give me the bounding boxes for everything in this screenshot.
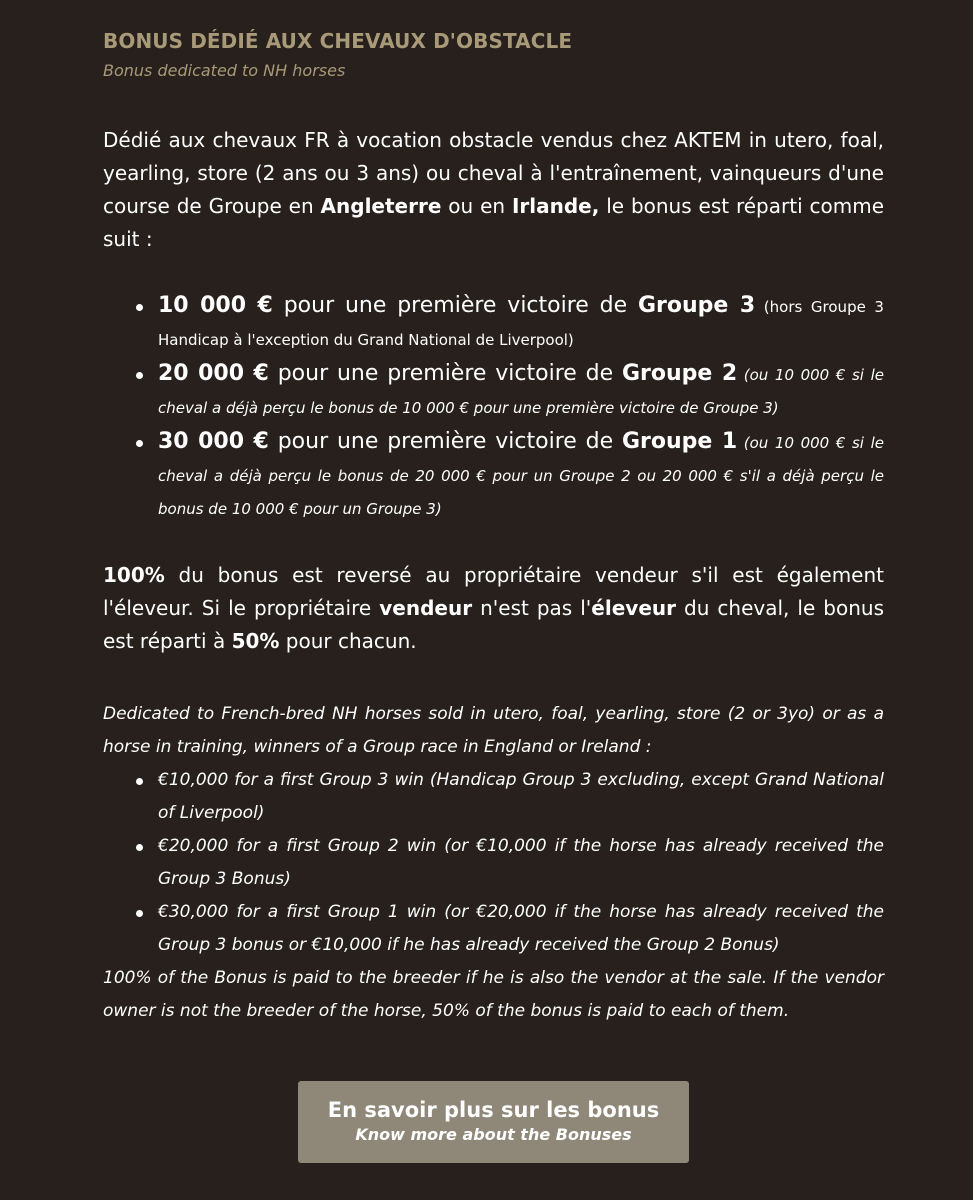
- intro-bold-england: Angleterre: [320, 194, 442, 218]
- list-item: [103, 289, 884, 357]
- bonus-group: Groupe 2: [621, 361, 738, 386]
- distribution-bold-100: 100%: [103, 563, 165, 587]
- bonus-text: pour une première victoire de: [272, 293, 638, 318]
- bonus-list-fr: [103, 289, 884, 526]
- list-item: €10,000 for a first Group 3 win (Handicap Group 3 excluding, except Grand National of Liverpool): [103, 764, 884, 830]
- intro-paragraph-fr: [103, 124, 884, 256]
- distribution-bold-vendeur: vendeur: [379, 596, 473, 620]
- section-title: BONUS DÉDIÉ AUX CHEVAUX D'OBSTACLE: [103, 29, 573, 53]
- know-more-label-en: Know more about the Bonuses: [355, 1125, 632, 1144]
- list-item: €30,000 for a first Group 1 win (or €20,000 if the horse has already received the Group 3 bonus or €10,000 if he has already received the Group 2 Bonus): [103, 896, 884, 962]
- distribution-text-1: du bonus est reversé au propriétaire vendeur s'il est également l'éleveur. Si le propriétaire: [103, 563, 884, 620]
- bonus-group: Groupe 3: [638, 293, 756, 318]
- bonus-amount: 20 000 €: [158, 361, 269, 386]
- bonus-note: (ou 10 000 € si le cheval a déjà perçu le bonus de 10 000 € pour une première victoire de Groupe 3): [158, 366, 884, 417]
- distribution-bold-50: 50%: [231, 629, 280, 653]
- intro-bold-ireland: Irlande,: [511, 194, 600, 218]
- bonus-text: pour une première victoire de: [268, 429, 622, 454]
- bonus-note: (hors Groupe 3 Handicap à l'exception du Grand National de Liverpool): [158, 298, 884, 349]
- distribution-paragraph-en: 100% of the Bonus is paid to the breeder if he is also the vendor at the sale. If the vendor owner is not the breeder of the horse, 50% of the bonus is paid to each of them.: [103, 968, 884, 1021]
- distribution-bold-eleveur: éleveur: [591, 596, 676, 620]
- list-item: [103, 425, 884, 526]
- bonus-amount: 30 000 €: [158, 429, 269, 454]
- distribution-text-4: pour chacun.: [279, 629, 417, 653]
- intro-paragraph-en: Dedicated to French-bred NH horses sold in utero, foal, yearling, store (2 or 3yo) or as a horse in training, winners of a Group race in England or Ireland :: [103, 704, 884, 757]
- intro-text-3: le bonus est réparti comme suit :: [103, 194, 884, 251]
- list-item: [103, 357, 884, 425]
- bonus-amount: 10 000 €: [158, 293, 273, 318]
- distribution-paragraph-fr: [103, 559, 884, 658]
- know-more-label-fr: En savoir plus sur les bonus: [327, 1098, 660, 1122]
- intro-text-1: Dédié aux chevaux FR à vocation obstacle vendus chez AKTEM in utero, foal, yearling, store (2 ans ou 3 ans) ou cheval à l'entraînement, vainqueurs d'une course de Groupe en: [103, 128, 884, 218]
- bonus-list-en: [103, 764, 884, 962]
- list-item: €20,000 for a first Group 2 win (or €10,000 if the horse has already received the Group 3 Bonus): [103, 830, 884, 896]
- section-subtitle: Bonus dedicated to NH horses: [103, 61, 346, 80]
- bonus-note: (ou 10 000 € si le cheval a déjà perçu le bonus de 20 000 € pour un Groupe 2 ou 20 000 € s'il a déjà perçu le bonus de 10 000 € pour un Groupe 3): [158, 434, 884, 518]
- intro-text-2: ou en: [441, 194, 512, 218]
- bonus-text: pour une première victoire de: [268, 361, 622, 386]
- know-more-button[interactable]: [298, 1081, 689, 1163]
- bonus-group: Groupe 1: [621, 429, 738, 454]
- distribution-text-2: n'est pas l': [472, 596, 592, 620]
- distribution-text-3: du cheval, le bonus est réparti à: [103, 596, 884, 653]
